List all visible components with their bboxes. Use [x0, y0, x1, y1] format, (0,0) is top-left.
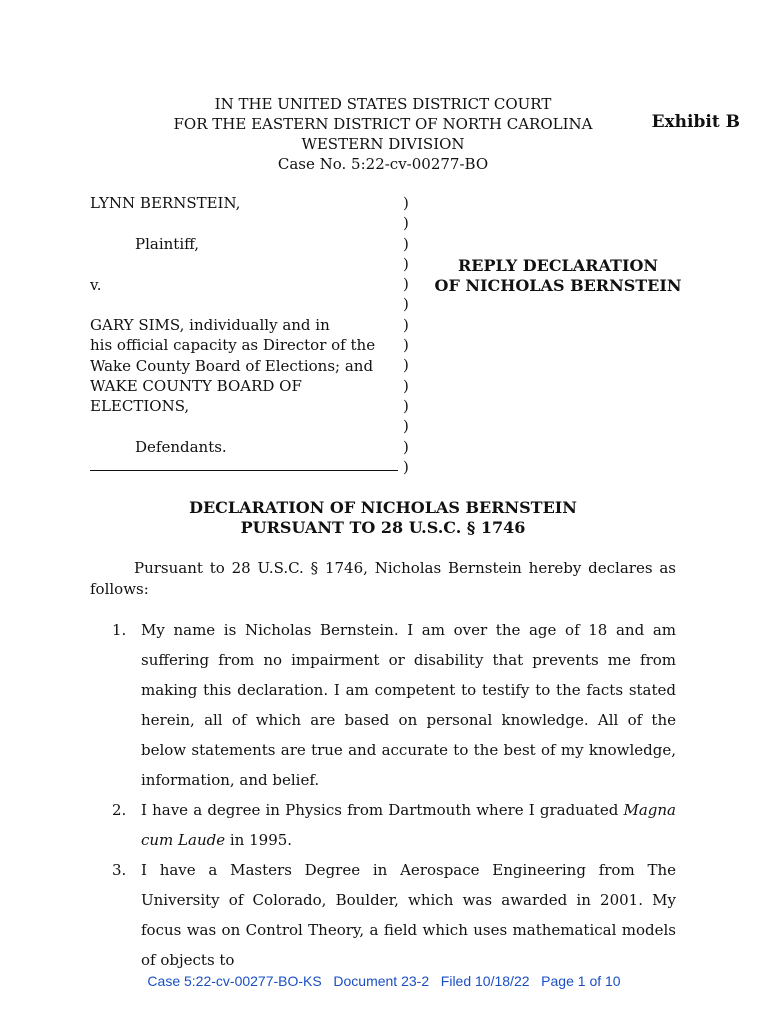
defendant-role: Defendants. [135, 438, 227, 456]
plaintiff-role: Plaintiff, [135, 235, 200, 253]
court-line: WESTERN DIVISION [301, 135, 465, 153]
defendant-line: GARY SIMS, individually and in [90, 316, 330, 334]
court-heading [90, 94, 676, 174]
exhibit-label: Exhibit B [651, 112, 740, 132]
caption-rule [90, 470, 398, 471]
reply-title-line: REPLY DECLARATION [458, 256, 658, 275]
reply-declaration-title [430, 256, 686, 296]
intro-paragraph: Pursuant to 28 U.S.C. § 1746, Nicholas Bernstein hereby declares as follows: [90, 559, 676, 598]
declaration-title [90, 498, 676, 538]
defendant-line: Wake County Board of Elections; and [90, 356, 374, 375]
paragraph-number: 3. [112, 861, 127, 879]
defendant-names [90, 315, 375, 416]
reply-title-line: OF NICHOLAS BERNSTEIN [434, 276, 682, 295]
filing-stamp-footer: Case 5:22-cv-00277-BO-KS Document 23-2 Filed 10/18/22 Page 1 of 10 [147, 973, 621, 989]
latin-honor: Magna cum Laude [141, 801, 676, 849]
paragraph-number: 1. [112, 621, 127, 639]
plaintiff-name: LYNN BERNSTEIN, [90, 194, 241, 212]
court-line: IN THE UNITED STATES DISTRICT COURT [214, 95, 552, 113]
paragraph-number: 2. [112, 801, 127, 819]
numbered-paragraphs [90, 615, 676, 975]
paragraph-1 [90, 615, 676, 795]
paragraph-text: in 1995. [225, 831, 293, 849]
declaration-title-line: PURSUANT TO 28 U.S.C. § 1746 [240, 518, 526, 537]
case-number: Case No. 5:22-cv-00277-BO [277, 155, 489, 173]
paragraph-3 [90, 855, 676, 975]
paragraph-text: I have a Masters Degree in Aerospace Engineering from The University of Colorado, Boulder, which was awarded in 2001. My focus was on Control Theory, a field which uses mathematical models of objects to [141, 861, 676, 969]
defendant-line: his official capacity as Director of the [90, 336, 376, 355]
declaration-title-line: DECLARATION OF NICHOLAS BERNSTEIN [189, 498, 577, 517]
paragraph-2 [90, 795, 676, 855]
paragraph-text: I have a degree in Physics from Dartmouth where I graduated [141, 801, 624, 819]
caption-paren-column: ) ) ) ) ) ) ) ) ) ) ) ) ) ) [403, 194, 409, 476]
defendant-line: ELECTIONS, [90, 397, 190, 416]
paragraph-text: My name is Nicholas Bernstein. I am over the age of 18 and am suffering from no impairment or disability that prevents me from making this declaration. I am competent to testify to the facts stated herein, all of which are based on personal knowledge. All of the below statements are true and accurate to the best of my knowledge, information, and belief. [141, 621, 676, 789]
defendant-line: WAKE COUNTY BOARD OF [90, 376, 302, 395]
versus-label: v. [90, 276, 102, 294]
court-line: FOR THE EASTERN DISTRICT OF NORTH CAROLINA [173, 115, 593, 133]
